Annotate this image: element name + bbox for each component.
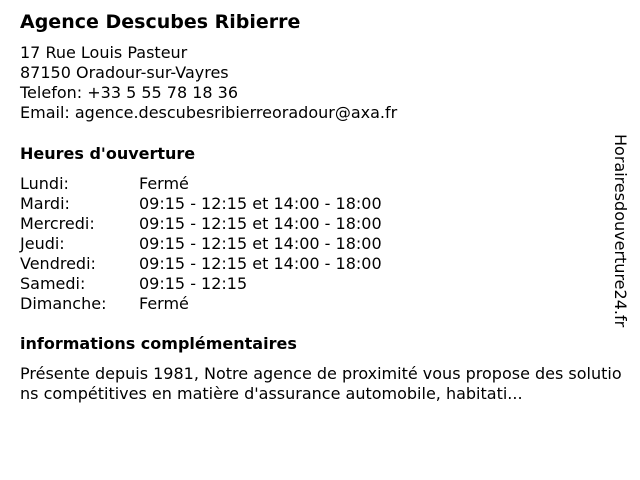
address-city: 87150 Oradour-sur-Vayres [20, 63, 229, 82]
day-label: Vendredi: [20, 254, 96, 273]
agency-contact-block [20, 43, 397, 123]
additional-info-heading: informations complémentaires [20, 334, 297, 353]
hours-row-saturday [20, 274, 440, 294]
day-label: Samedi: [20, 274, 86, 293]
hours-row-thursday [20, 234, 440, 254]
day-hours: 09:15 - 12:15 et 14:00 - 18:00 [139, 194, 382, 213]
address-street: 17 Rue Louis Pasteur [20, 43, 188, 62]
opening-hours-heading: Heures d'ouverture [20, 144, 196, 163]
day-hours: 09:15 - 12:15 et 14:00 - 18:00 [139, 234, 382, 253]
watermark-text: Horairesdouverture24.fr [611, 134, 630, 328]
email-address: Email: agence.descubesribierreoradour@axa.fr [20, 103, 398, 122]
phone-number: Telefon: +33 5 55 78 18 36 [20, 83, 239, 102]
site-watermark [608, 134, 632, 374]
day-hours: Fermé [139, 294, 189, 313]
day-label: Mercredi: [20, 214, 95, 233]
day-hours: Fermé [139, 174, 189, 193]
opening-hours-table [20, 174, 440, 314]
agency-description: Présente depuis 1981, Notre agence de proximité vous propose des solutions compétitives en matière d'assurance automobile, habitati... [20, 364, 622, 403]
day-hours: 09:15 - 12:15 [139, 274, 248, 293]
hours-row-wednesday [20, 214, 440, 234]
hours-row-sunday [20, 294, 440, 314]
day-label: Dimanche: [20, 294, 107, 313]
day-label: Mardi: [20, 194, 70, 213]
day-hours: 09:15 - 12:15 et 14:00 - 18:00 [139, 254, 382, 273]
hours-row-monday [20, 174, 440, 194]
day-label: Jeudi: [20, 234, 65, 253]
agency-name: Agence Descubes Ribierre [20, 11, 301, 33]
hours-row-tuesday [20, 194, 440, 214]
day-label: Lundi: [20, 174, 69, 193]
day-hours: 09:15 - 12:15 et 14:00 - 18:00 [139, 214, 382, 233]
hours-row-friday [20, 254, 440, 274]
